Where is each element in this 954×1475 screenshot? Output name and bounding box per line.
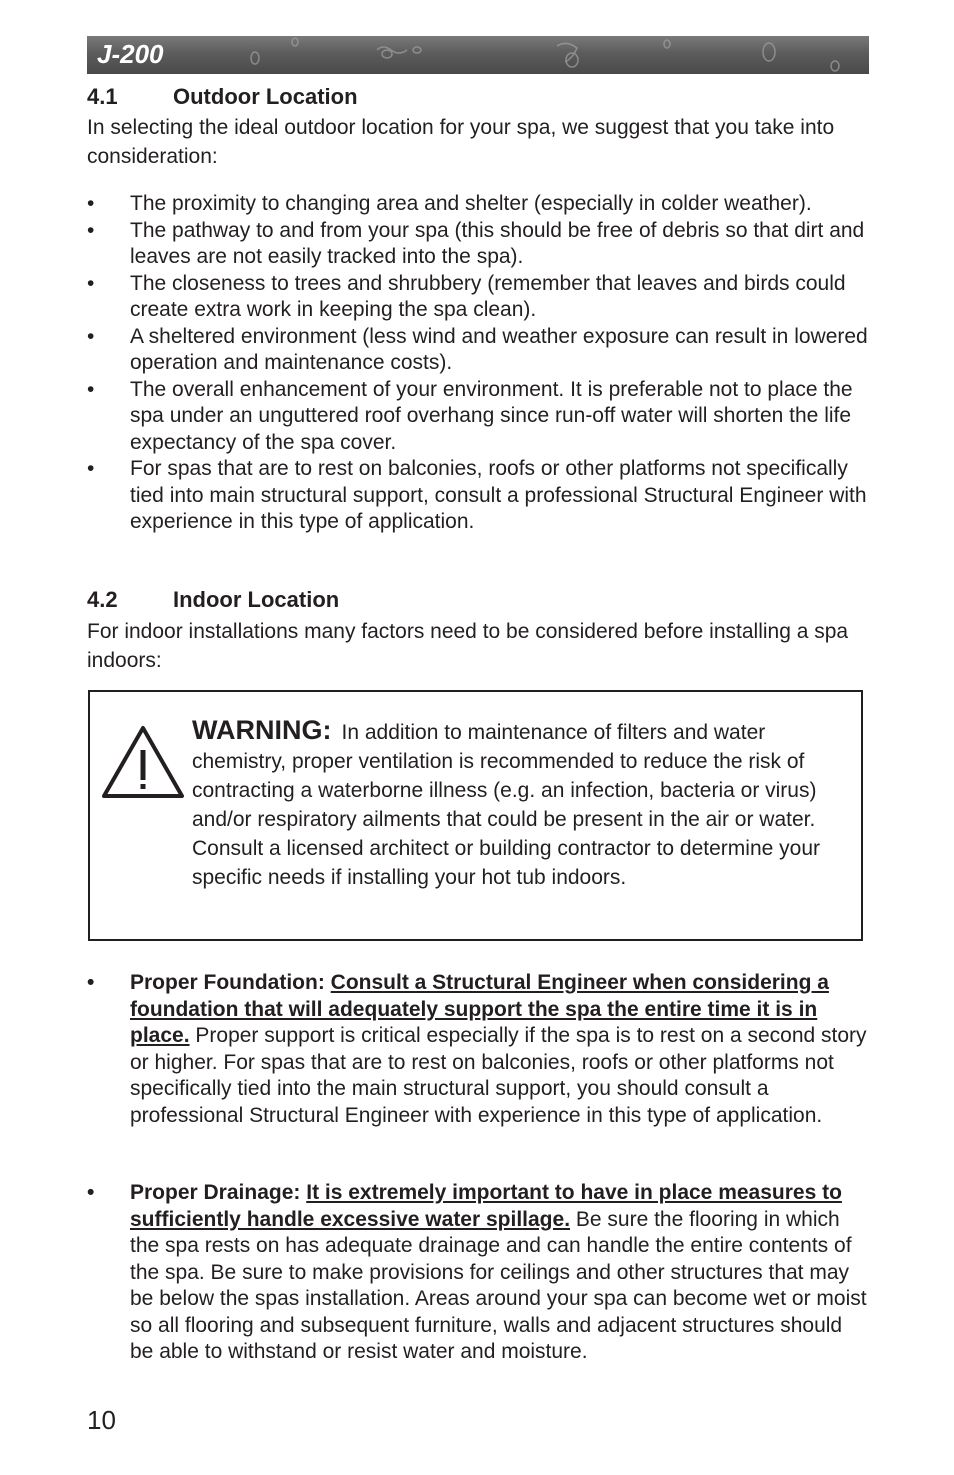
requirement-label: Proper Foundation:	[130, 971, 325, 994]
water-drops-decoration	[87, 36, 869, 74]
section-41-number: 4.1	[87, 84, 118, 109]
warning-text	[192, 716, 852, 892]
section-41-heading	[87, 84, 358, 110]
warning-triangle-icon	[98, 722, 188, 802]
list-item	[87, 377, 869, 457]
list-item	[87, 970, 869, 1129]
requirement-text: Proper support is critical especially if the spa is to rest on a second story or higher. For spas that are to rest on balconies, roofs or other platforms not specifically tied into the main structural support, you should consult a professional Structural Engineer with experience in this type of application.	[130, 1024, 867, 1127]
bullet-marker: •	[87, 192, 95, 215]
bullet-marker: •	[87, 971, 95, 994]
list-item	[87, 191, 869, 218]
list-item-text: For spas that are to rest on balconies, roofs or other platforms not specifically tied into main structural support, consult a professional Structural Engineer with experience in this type of application.	[130, 457, 867, 533]
section-42-number: 4.2	[87, 587, 118, 612]
bullet-marker: •	[87, 218, 95, 242]
section-42-heading	[87, 587, 339, 613]
list-item	[87, 218, 869, 271]
list-item-text: The pathway to and from your spa (this should be free of debris so that dirt and leaves are not easily tracked into the spa).	[130, 218, 865, 268]
bullet-marker: •	[87, 1181, 95, 1204]
bullet-marker: •	[87, 271, 95, 295]
foundation-requirement	[87, 970, 869, 1129]
document-title: J-200	[97, 39, 164, 69]
warning-box	[88, 690, 863, 941]
section-41-title: Outdoor Location	[173, 84, 358, 109]
requirement-emphasis: It is extremely important to have in place measures to sufficiently handle excessive water spillage.	[130, 1181, 842, 1231]
requirement-label: Proper Drainage:	[130, 1181, 301, 1204]
page-number: 10	[87, 1405, 116, 1435]
header-bar	[87, 36, 869, 74]
list-item	[87, 1180, 869, 1366]
list-item-text: A sheltered environment (less wind and weather exposure can result in lowered operation and maintenance costs).	[130, 324, 868, 374]
drainage-requirement	[87, 1180, 869, 1366]
list-item-text: The overall enhancement of your environment. It is preferable not to place the spa under an unguttered roof overhang since run-off water will shorten the life expectancy of the spa cover.	[130, 377, 853, 454]
list-item	[87, 324, 869, 377]
requirement-text: Be sure the flooring in which the spa rests on has adequate drainage and can handle the entire contents of the spa. Be sure to make provisions for ceilings and other structures that may be below the spas installation. Areas around your spa can become wet or moist so all flooring and subsequent furniture, walls and adjacent structures should be able to withstand or resist water and moisture.	[130, 1207, 867, 1363]
bullet-marker: •	[87, 377, 95, 401]
section-42-intro: For indoor installations many factors need to be considered before installing a spa indoors:	[87, 620, 849, 672]
bullet-marker: •	[87, 324, 95, 348]
warning-body: In addition to maintenance of filters and water chemistry, proper ventilation is recommended to reduce the risk of contracting a waterborne illness (e.g. an infection, bacteria or virus) and/or respiratory ailments that could be present in the air or water. Consult a licensed architect or building contractor to determine your specific needs if installing your hot tub indoors.	[192, 721, 820, 889]
list-item	[87, 271, 869, 324]
requirement-emphasis: Consult a Structural Engineer when considering a foundation that will adequately support the spa the entire time it is in place.	[130, 971, 829, 1047]
warning-label: WARNING:	[192, 715, 332, 745]
section-42-title: Indoor Location	[173, 587, 340, 612]
list-item	[87, 456, 869, 536]
outdoor-considerations-list	[87, 191, 869, 536]
section-41-intro: In selecting the ideal outdoor location for your spa, we suggest that you take into consideration:	[87, 116, 835, 168]
list-item-text: The proximity to changing area and shelter (especially in colder weather).	[130, 192, 812, 215]
list-item-text: The closeness to trees and shrubbery (remember that leaves and birds could create extra work in keeping the spa clean).	[130, 271, 846, 321]
bullet-marker: •	[87, 457, 95, 480]
